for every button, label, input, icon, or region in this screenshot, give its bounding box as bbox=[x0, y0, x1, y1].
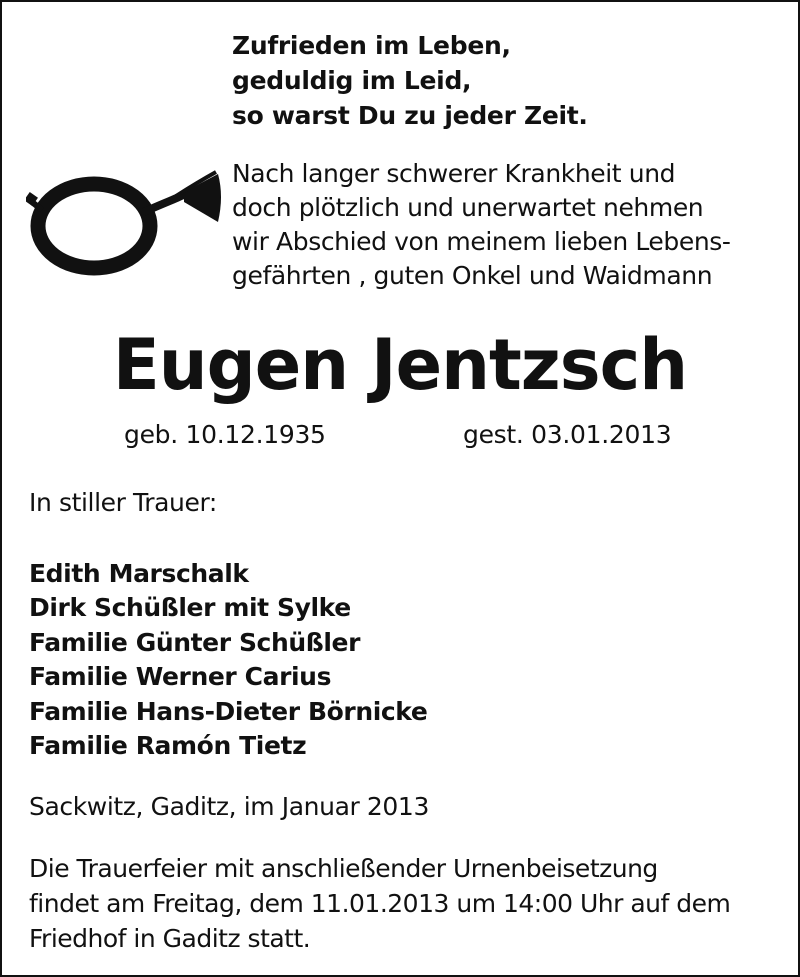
mourner-name: Familie Ramón Tietz bbox=[29, 731, 307, 761]
place-and-date: Sackwitz, Gaditz, im Januar 2013 bbox=[29, 792, 429, 821]
funeral-line: Die Trauerfeier mit anschließender Urnenbeisetzung bbox=[29, 854, 658, 883]
motto-line: Zufrieden im Leben, bbox=[232, 31, 511, 60]
mourning-heading: In stiller Trauer: bbox=[29, 488, 217, 517]
death-date: gest. 03.01.2013 bbox=[463, 420, 672, 449]
announcement-line: wir Abschied von meinem lieben Lebens- bbox=[232, 227, 731, 256]
mourner-name: Familie Werner Carius bbox=[29, 662, 332, 692]
motto-line: geduldig im Leid, bbox=[232, 66, 472, 95]
announcement-line: Nach langer schwerer Krankheit und bbox=[232, 159, 676, 188]
deceased-name-text: Eugen Jentzsch bbox=[112, 324, 688, 406]
deceased-name bbox=[0, 320, 800, 410]
mourner-name: Edith Marschalk bbox=[29, 559, 249, 588]
announcement-text bbox=[232, 157, 731, 293]
funeral-line: Friedhof in Gaditz statt. bbox=[29, 924, 311, 953]
birth-date: geb. 10.12.1935 bbox=[124, 420, 326, 449]
mourner-name: Dirk Schüßler mit Sylke bbox=[29, 593, 351, 623]
motto-verse bbox=[232, 28, 588, 133]
mourners-list bbox=[29, 557, 427, 763]
announcement-line: gefährten , guten Onkel und Waidmann bbox=[232, 261, 713, 290]
hunting-horn-icon bbox=[26, 168, 222, 278]
mourner-name: Familie Hans-Dieter Börnicke bbox=[29, 696, 428, 726]
funeral-line: findet am Freitag, dem 11.01.2013 um 14:00 Uhr auf dem bbox=[29, 889, 731, 918]
funeral-details bbox=[29, 851, 730, 956]
announcement-line: doch plötzlich und unerwartet nehmen bbox=[232, 193, 704, 222]
motto-line: so warst Du zu jeder Zeit. bbox=[232, 101, 588, 130]
mourner-name: Familie Günter Schüßler bbox=[29, 627, 361, 657]
